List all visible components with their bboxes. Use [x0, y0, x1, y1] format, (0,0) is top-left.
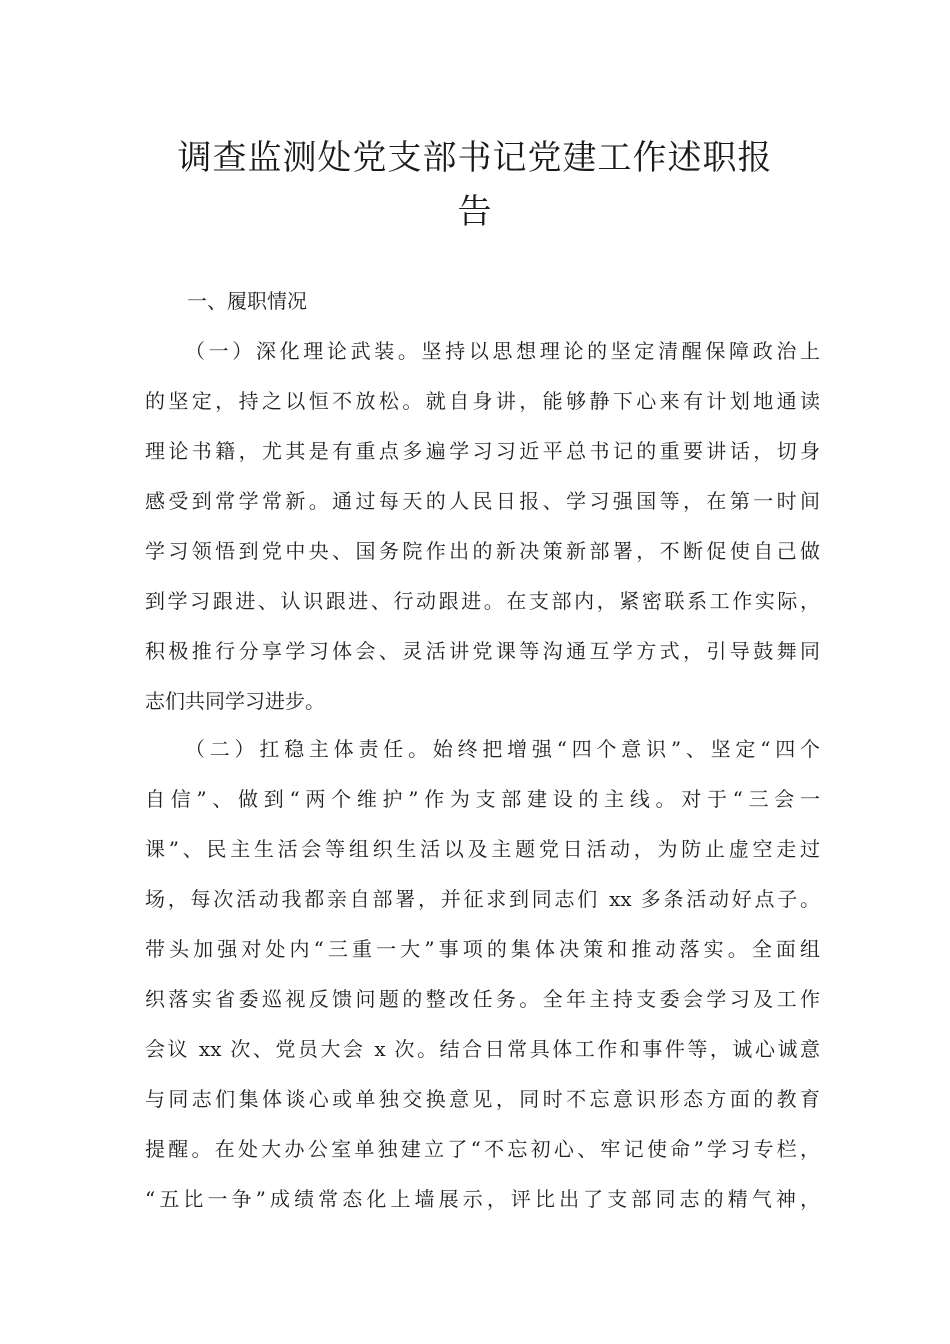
- paragraph-1-line: 的坚定，持之以恒不放松。就自身讲，能够静下心来有计划地通读: [145, 389, 820, 413]
- paragraph-1-line: 感受到常学常新。通过每天的人民日报、学习强国等，在第一时间: [145, 489, 820, 513]
- paragraph-2-line: 与同志们集体谈心或单独交换意见，同时不忘意识形态方面的教育: [145, 1087, 820, 1111]
- paragraph-1-line: （一）深化理论武装。坚持以思想理论的坚定清醒保障政治上: [185, 339, 820, 363]
- paragraph-1-line: 学习领悟到党中央、国务院作出的新决策新部署，不断促使自己做: [145, 539, 820, 563]
- paragraph-2-line: 场，每次活动我都亲自部署，并征求到同志们 xx 多条活动好点子。: [145, 887, 820, 911]
- paragraph-1-line: 理论书籍，尤其是有重点多遍学习习近平总书记的重要讲话，切身: [145, 439, 820, 463]
- document-title-line-1: 调查监测处党支部书记党建工作述职报: [177, 138, 773, 178]
- document-title-line-2: 告: [457, 192, 493, 232]
- paragraph-1-line: 到学习跟进、认识跟进、行动跟进。在支部内，紧密联系工作实际，: [145, 589, 820, 613]
- paragraph-2-line: （二）扛稳主体责任。始终把增强“四个意识”、坚定“四个: [185, 737, 820, 761]
- paragraph-2-line: 会议 xx 次、党员大会 x 次。结合日常具体工作和事件等，诚心诚意: [145, 1037, 820, 1061]
- paragraph-2-line: 带头加强对处内“三重一大”事项的集体决策和推动落实。全面组: [145, 937, 820, 961]
- paragraph-2-line: 课”、民主生活会等组织生活以及主题党日活动，为防止虚空走过: [145, 837, 820, 861]
- paragraph-2-line: 自信”、做到“两个维护”作为支部建设的主线。对于“三会一: [145, 787, 820, 811]
- paragraph-2-line: 提醒。在处大办公室单独建立了“不忘初心、牢记使命”学习专栏，: [145, 1137, 820, 1161]
- section-heading: 一、履职情况: [187, 289, 307, 313]
- paragraph-2-line: 织落实省委巡视反馈问题的整改任务。全年主持支委会学习及工作: [145, 987, 820, 1011]
- paragraph-1-line: 志们共同学习进步。: [145, 689, 325, 713]
- paragraph-2-line: “五比一争”成绩常态化上墙展示，评比出了支部同志的精气神，: [145, 1187, 820, 1211]
- paragraph-1-line: 积极推行分享学习体会、灵活讲党课等沟通互学方式，引导鼓舞同: [145, 639, 820, 663]
